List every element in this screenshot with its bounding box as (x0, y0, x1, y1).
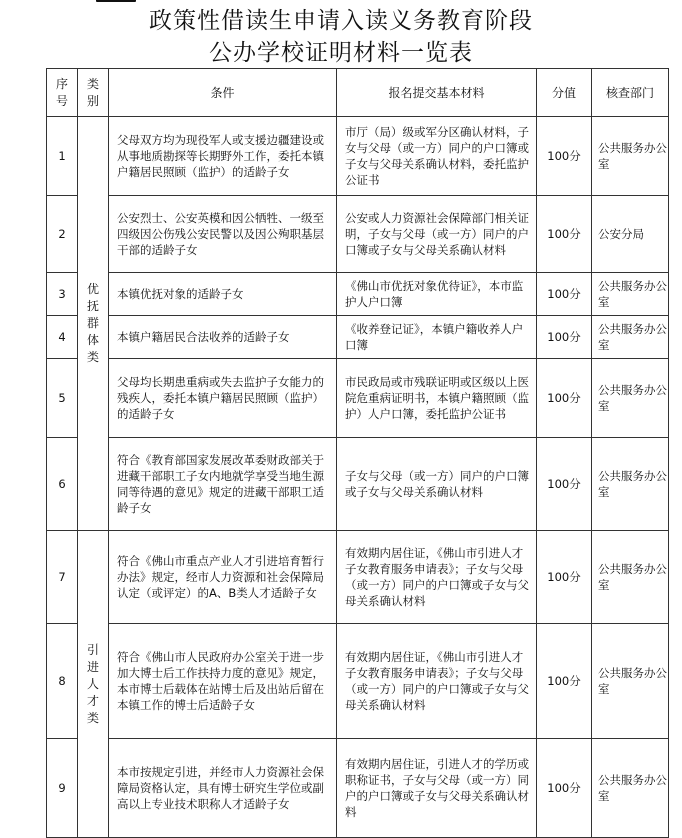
materials-table (46, 68, 669, 838)
materials-cell: 有效期内居住证，引进人才的学历或职称证书，子女与父母（或一方）同户的户口簿或子女与父母关系确认材料 (337, 739, 537, 838)
condition-cell: 符合《教育部国家发展改革委财政部关于进藏干部职工子女内地就学享受当地生源同等待遇的意见》规定的进藏干部职工适龄子女 (109, 438, 337, 531)
materials-cell: 市民政局或市残联证明或区级以上医院危重病证明书，本镇户籍照顾（监护）人户口簿，委托监护公证书 (337, 359, 537, 438)
materials-cell: 有效期内居住证，《佛山市引进人才子女教育服务申请表》；子女与父母（或一方）同户的户口簿或子女与父母关系确认材料 (337, 531, 537, 624)
row-number: 7 (47, 531, 78, 624)
row-number: 4 (47, 316, 78, 359)
department-cell: 公共服务办公室 (592, 531, 669, 624)
row-number: 9 (47, 739, 78, 838)
condition-cell: 符合《佛山市人民政府办公室关于进一步加大博士后工作扶持力度的意见》规定，本市博士后载体在站博士后及出站后留在本镇工作的博士后适龄子女 (109, 624, 337, 739)
department-cell: 公共服务办公室 (592, 316, 669, 359)
department-cell: 公共服务办公室 (592, 359, 669, 438)
table-header-row (47, 69, 669, 117)
condition-cell: 本镇户籍居民合法收养的适龄子女 (109, 316, 337, 359)
header-seq: 序号 (47, 69, 78, 117)
condition-cell: 父母双方均为现役军人或支援边疆建设或从事地质勘探等长期野外工作，委托本镇户籍居民照顾（监护）的适龄子女 (109, 117, 337, 196)
score-cell: 100分 (537, 438, 592, 531)
category-cell-group2: 引进人才类 (78, 531, 109, 838)
materials-cell: 《佛山市优抚对象优待证》，本市监护人户口簿 (337, 273, 537, 316)
table-row (47, 531, 669, 624)
table-row (47, 316, 669, 359)
table-row (47, 739, 669, 838)
header-category: 类别 (78, 69, 109, 117)
category-cell-group1: 优抚群体类 (78, 117, 109, 531)
condition-cell: 符合《佛山市重点产业人才引进培育暂行办法》规定，经市人力资源和社会保障局认定（或评定）的A、B类人才适龄子女 (109, 531, 337, 624)
table-row (47, 624, 669, 739)
department-cell: 公共服务办公室 (592, 117, 669, 196)
header-department: 核查部门 (592, 69, 669, 117)
condition-cell: 本镇优抚对象的适龄子女 (109, 273, 337, 316)
condition-cell: 本市按规定引进，并经市人力资源社会保障局资格认定，具有博士研究生学位或副高以上专业技术职称人才适龄子女 (109, 739, 337, 838)
condition-cell: 公安烈士、公安英模和因公牺牲、一级至四级因公伤残公安民警以及因公殉职基层干部的适龄子女 (109, 196, 337, 273)
score-cell: 100分 (537, 117, 592, 196)
materials-cell: 《收养登记证》，本镇户籍收养人户口簿 (337, 316, 537, 359)
table-row (47, 438, 669, 531)
score-cell: 100分 (537, 359, 592, 438)
department-cell: 公共服务办公室 (592, 438, 669, 531)
score-cell: 100分 (537, 196, 592, 273)
page-title-line1: 政策性借读生申请入读义务教育阶段 (149, 8, 533, 34)
row-number: 8 (47, 624, 78, 739)
header-materials: 报名提交基本材料 (337, 69, 537, 117)
materials-cell: 公安或人力资源社会保障部门相关证明，子女与父母（或一方）同户的户口簿或子女与父母关系确认材料 (337, 196, 537, 273)
row-number: 5 (47, 359, 78, 438)
page-title-line2: 公办学校证明材料一览表 (209, 40, 473, 66)
table-row (47, 117, 669, 196)
score-cell: 100分 (537, 624, 592, 739)
condition-cell: 父母均长期患重病或失去监护子女能力的残疾人，委托本镇户籍居民照顾（监护）的适龄子女 (109, 359, 337, 438)
top-edge-mark (96, 0, 136, 2)
row-number: 1 (47, 117, 78, 196)
materials-cell: 子女与父母（或一方）同户的户口簿或子女与父母关系确认材料 (337, 438, 537, 531)
score-cell: 100分 (537, 273, 592, 316)
row-number: 2 (47, 196, 78, 273)
department-cell: 公共服务办公室 (592, 273, 669, 316)
header-score: 分值 (537, 69, 592, 117)
row-number: 6 (47, 438, 78, 531)
department-cell: 公安分局 (592, 196, 669, 273)
row-number: 3 (47, 273, 78, 316)
score-cell: 100分 (537, 739, 592, 838)
materials-cell: 有效期内居住证，《佛山市引进人才子女教育服务申请表》；子女与父母（或一方）同户的户口簿或子女与父母关系确认材料 (337, 624, 537, 739)
score-cell: 100分 (537, 316, 592, 359)
table-row (47, 273, 669, 316)
table-row (47, 196, 669, 273)
table-row (47, 359, 669, 438)
header-condition: 条件 (109, 69, 337, 117)
materials-cell: 市厅（局）级或军分区确认材料，子女与父母（或一方）同户的户口簿或子女与父母关系确认材料，委托监护公证书 (337, 117, 537, 196)
department-cell: 公共服务办公室 (592, 739, 669, 838)
department-cell: 公共服务办公室 (592, 624, 669, 739)
score-cell: 100分 (537, 531, 592, 624)
